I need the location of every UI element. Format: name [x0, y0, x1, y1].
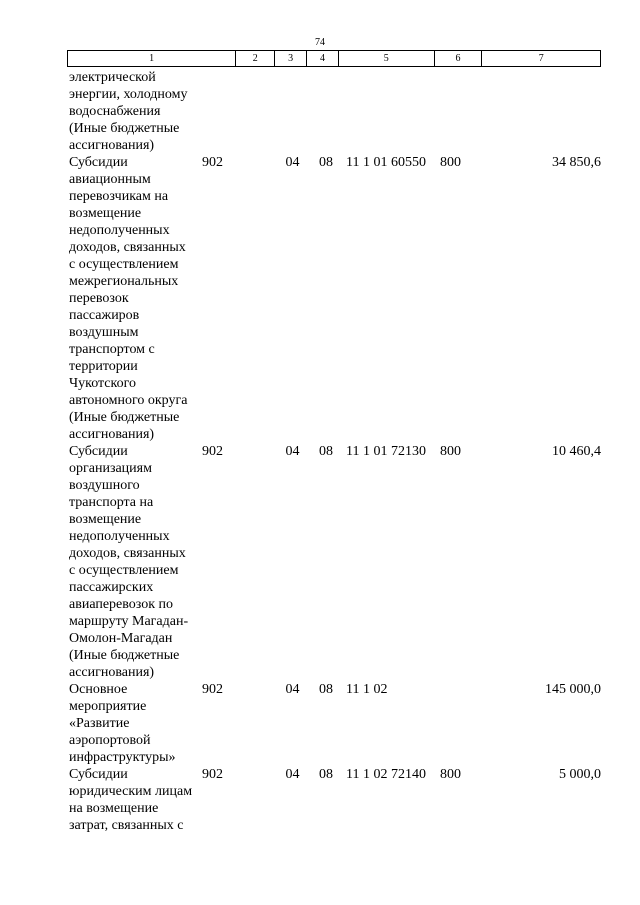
row-admin-code: 902	[202, 444, 223, 459]
row-section: 04	[285, 682, 300, 697]
row-expense-type	[438, 69, 486, 154]
row-subsection	[310, 69, 342, 154]
header-col-1: 1	[68, 51, 236, 66]
header-col-5: 5	[339, 51, 435, 66]
row-expense-type	[438, 681, 486, 766]
row-section: 04	[285, 444, 300, 459]
row-target-code: 11 1 02 72140	[346, 767, 426, 782]
row-admin-code	[202, 69, 275, 154]
table-row	[67, 154, 601, 443]
row-description: Основное мероприятие «Развитие аэропортовой инфраструктуры»	[69, 682, 176, 765]
row-amount: 145 000,0	[545, 682, 601, 697]
table-row	[67, 443, 601, 681]
row-amount	[486, 69, 601, 154]
table-body	[67, 69, 601, 834]
row-subsection: 08	[319, 444, 333, 459]
row-description: электрической энергии, холодному водоснабжения (Иные бюджетные ассигнования)	[69, 70, 188, 153]
page-number: 74	[315, 37, 325, 48]
row-admin-code: 902	[202, 767, 223, 782]
row-amount: 34 850,6	[552, 155, 601, 170]
row-target-code: 11 1 02	[346, 682, 388, 697]
row-admin-code: 902	[202, 155, 223, 170]
row-admin-code: 902	[202, 682, 223, 697]
row-expense-type: 800	[440, 155, 461, 170]
row-subsection: 08	[319, 155, 333, 170]
row-expense-type: 800	[440, 444, 461, 459]
row-description: Субсидии юридическим лицам на возмещение затрат, связанных с	[69, 767, 193, 833]
row-section	[275, 69, 310, 154]
table-row	[67, 69, 601, 154]
table-row	[67, 681, 601, 766]
row-target-code	[342, 69, 438, 154]
row-target-code: 11 1 01 60550	[346, 155, 426, 170]
row-description: Субсидии организациям воздушного транспорта на возмещение недополученных доходов, связанных с осуществлением пассажирских авиаперевозок по маршруту Магадан- Омолон-Магадан (Иные бюджетные ассигнования)	[69, 444, 189, 680]
row-amount: 5 000,0	[559, 767, 601, 782]
row-section: 04	[285, 155, 300, 170]
row-section: 04	[285, 767, 300, 782]
table-header-row	[67, 50, 601, 67]
row-target-code: 11 1 01 72130	[346, 444, 426, 459]
header-col-2: 2	[236, 51, 275, 66]
row-subsection: 08	[319, 682, 333, 697]
row-description: Субсидии авиационным перевозчикам на возмещение недополученных доходов, связанных с осуществлением межрегиональных перевозок пассажиров воздушным транспортом с территории Чукотского автономного округа (Иные бюджетные ассигнования)	[69, 155, 188, 442]
header-col-3: 3	[275, 51, 307, 66]
header-col-4: 4	[307, 51, 339, 66]
row-subsection: 08	[319, 767, 333, 782]
header-col-6: 6	[435, 51, 483, 66]
header-col-7: 7	[538, 53, 544, 64]
row-expense-type: 800	[440, 767, 461, 782]
row-amount: 10 460,4	[552, 444, 601, 459]
table-row	[67, 766, 601, 834]
